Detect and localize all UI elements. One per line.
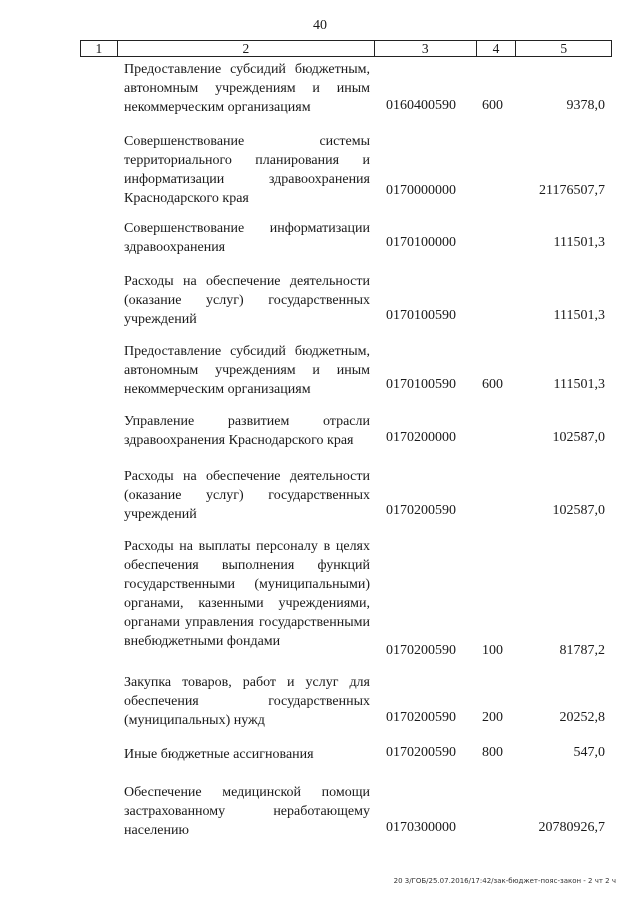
row-code: 0170100000 — [386, 235, 456, 250]
row-type: 200 — [482, 710, 503, 725]
row-name: Предоставление субсидий бюджетным, автономным учреждениям и иным некоммерческим организациям — [124, 344, 370, 397]
row-code: 0170200590 — [386, 643, 456, 658]
row-amount: 81787,2 — [559, 643, 605, 658]
header-col-2: 2 — [117, 41, 374, 56]
row-code: 0170200590 — [386, 745, 456, 760]
row-name: Иные бюджетные ассигнования — [124, 747, 314, 762]
row-code: 0170100590 — [386, 377, 456, 392]
row-amount: 102587,0 — [552, 430, 605, 445]
row-type: 800 — [482, 745, 503, 760]
row-type: 600 — [482, 98, 503, 113]
page-number: 40 — [313, 18, 327, 33]
header-col-1: 1 — [95, 41, 103, 56]
row-amount: 9378,0 — [566, 98, 605, 113]
row-code: 0170200590 — [386, 710, 456, 725]
header-col-3: 3 — [374, 41, 476, 56]
row-name: Управление развитием отрасли здравоохранения Краснодарского края — [124, 414, 370, 448]
footer-stamp: 20 3/ГОБ/25.07.2016/17:42/зак-бюджет-пояс-закон - 2 чт 2 ч — [393, 877, 616, 885]
row-amount: 547,0 — [573, 745, 605, 760]
row-amount: 20252,8 — [559, 710, 605, 725]
row-name: Расходы на обеспечение деятельности (оказание услуг) государственных учреждений — [124, 469, 370, 522]
row-name: Обеспечение медицинской помощи застрахованному неработающему населению — [124, 785, 370, 838]
row-type: 100 — [482, 643, 503, 658]
row-amount: 102587,0 — [552, 503, 605, 518]
row-name: Совершенствование информатизации здравоохранения — [124, 221, 370, 255]
row-code: 0170200590 — [386, 503, 456, 518]
row-amount: 21176507,7 — [539, 183, 605, 198]
row-code: 0170300000 — [386, 820, 456, 835]
row-name: Расходы на обеспечение деятельности (оказание услуг) государственных учреждений — [124, 274, 370, 327]
row-name: Расходы на выплаты персоналу в целях обеспечения выполнения функций государственными (муниципальными) органами, казенными учреждениями, органами управления государственными внебюджетными фондами — [124, 539, 370, 649]
row-name: Совершенствование системы территориального планирования и информатизации здравоохранения Краснодарского края — [124, 134, 370, 206]
row-amount: 20780926,7 — [538, 820, 605, 835]
row-type: 600 — [482, 377, 503, 392]
row-name: Закупка товаров, работ и услуг для обеспечения государственных (муниципальных) нужд — [124, 675, 370, 728]
row-amount: 111501,3 — [553, 377, 605, 392]
row-amount: 111501,3 — [553, 308, 605, 323]
row-code: 0170200000 — [386, 430, 456, 445]
row-name: Предоставление субсидий бюджетным, автономным учреждениям и иным некоммерческим организациям — [124, 62, 370, 115]
row-code: 0160400590 — [386, 98, 456, 113]
row-code: 0170000000 — [386, 183, 456, 198]
table-header — [80, 40, 612, 57]
header-col-4: 4 — [476, 41, 516, 56]
row-amount: 111501,3 — [553, 235, 605, 250]
row-code: 0170100590 — [386, 308, 456, 323]
header-col-5: 5 — [515, 41, 611, 56]
